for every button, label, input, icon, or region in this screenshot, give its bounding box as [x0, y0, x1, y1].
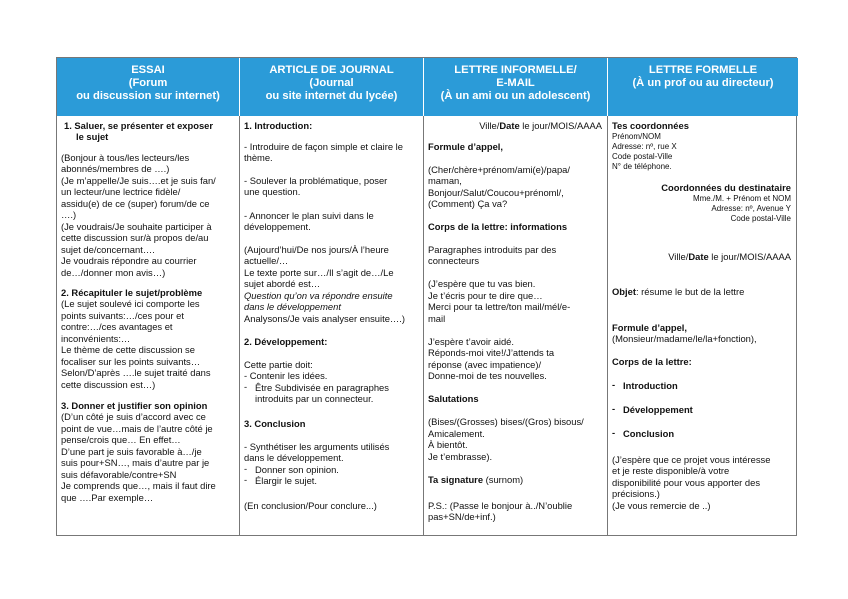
text-line: Code postal-Ville [730, 214, 791, 223]
header-line: (À un prof ou au directeur) [632, 77, 774, 90]
section-title: Corps de la lettre: informations [428, 221, 568, 232]
text-line: points suivants:…/ces pour et [61, 310, 184, 321]
text-line: Analysons/Je vais analyser ensuite….) [244, 313, 406, 324]
text-line: Je comprends que…, mais il faut dire [61, 480, 216, 491]
text-line: une question. [244, 186, 301, 197]
text-line: (Comment) Ça va? [428, 198, 508, 209]
text-line: Selon/D’après ….le sujet traité dans [61, 367, 211, 378]
header-line: E-MAIL [496, 77, 535, 90]
text-line: Adresse: nº, Avenue Y [711, 204, 791, 213]
text-line: Donne-moi de tes nouvelles. [428, 370, 547, 381]
text-line: (Le sujet soulevé ici comporte les [61, 298, 200, 309]
text-line: J’espère t’avoir aidé. [428, 336, 514, 347]
text-line: inconvénients:… [61, 333, 131, 344]
text-line: - Soulever la problématique, poser [244, 175, 388, 186]
text-line: À bientôt. [428, 439, 468, 450]
list-item: Conclusion [623, 428, 675, 439]
list-item: Introduction [623, 380, 678, 391]
text-line: assidu(e) de ce (super) forum/de ce [61, 198, 210, 209]
bullet-dash: - [244, 381, 248, 392]
comparison-table [56, 57, 797, 536]
section-title: 2. Développement: [244, 336, 328, 347]
text-line: Je t’écris pour te dire que… [428, 290, 543, 301]
text-line: Code postal-Ville [612, 152, 673, 161]
bullet-dash: - [244, 474, 248, 485]
text-line: - Annoncer le plan suivi dans le [244, 210, 374, 221]
text-line-italic: dans le développement [244, 301, 341, 312]
section-title: Coordonnées du destinataire [661, 182, 791, 193]
text-line: Réponds-moi vite!/J’attends ta [428, 347, 555, 358]
text-line: point de vue…mais de l’autre côté je [61, 423, 213, 434]
text-line-italic: Question qu’on va répondre ensuite [244, 290, 393, 301]
text-line: actuelle/… [244, 255, 289, 266]
text-line: suis défavorable/contre+SN [61, 469, 177, 480]
section-title: 1. Saluer, se présenter et exposer [64, 120, 214, 131]
text-line: un lecteur/une lectrice fidèle/ [61, 186, 181, 197]
text-line: (D’un côté je suis d’accord avec ce [61, 411, 206, 422]
section-title: 2. Récapituler le sujet/problème [61, 287, 203, 298]
text-line: Le thème de cette discussion se [61, 344, 195, 355]
header-formelle [608, 58, 798, 116]
text-line: (Bises/(Grosses) bises/(Gros) bisous/ [428, 416, 584, 427]
text-line: Amicalement. [428, 428, 485, 439]
header-informelle [424, 58, 608, 116]
text-line: cette discussion est…) [61, 379, 156, 390]
text-line: de…/donner mon avis…) [61, 267, 166, 278]
text-line: développement. [244, 221, 311, 232]
text-line: que ….Par exemple… [61, 492, 154, 503]
section-title: Corps de la lettre: [612, 356, 692, 367]
text-line: introduits par un connecteur. [255, 393, 374, 404]
text-line: Paragraphes introduits par des [428, 244, 557, 255]
text-line: cette discussion sur/à propos de/au [61, 232, 209, 243]
text-line: Je t’embrasse). [428, 451, 493, 462]
text-line: (Bonjour à tous/les lecteurs/les [61, 152, 190, 163]
text-line: maman, [428, 175, 462, 186]
text-line: Je voudrais répondre au courrier [61, 255, 197, 266]
text-line: (En conclusion/Pour conclure...) [244, 500, 377, 511]
column-informelle [424, 116, 608, 535]
section-title: Salutations [428, 393, 479, 404]
text-line: (Je m’appelle/Je suis….et je suis fan/ [61, 175, 216, 186]
text-line: - Introduire de façon simple et claire le [244, 141, 403, 152]
section-title: 1. Introduction: [244, 120, 313, 131]
bullet-dash: - [612, 403, 616, 414]
text-line: ….) [61, 209, 77, 220]
text-line: et je reste disponible/à votre [612, 465, 730, 476]
text-line: (Monsieur/madame/le/la+fonction), [612, 333, 757, 344]
bullet-dash: - [244, 463, 248, 474]
text-line: pas+SN/de+inf.) [428, 511, 496, 522]
text-line: (J’espère que ce projet vous intéresse [612, 454, 771, 465]
text-line: réponse (avec impatience)/ [428, 359, 542, 370]
section-title: le sujet [76, 131, 109, 142]
text-line: dans le développement. [244, 452, 344, 463]
section-title: 3. Donner et justifier son opinion [61, 400, 208, 411]
text-line: (J’espère que tu vas bien. [428, 278, 536, 289]
text-line: D’une part je suis favorable à…/je [61, 446, 202, 457]
signature-line: Ta signature (surnom) [428, 474, 524, 485]
text-line: sujet abordé est… [244, 278, 321, 289]
text-line: précisions.) [612, 488, 660, 499]
text-line: (Cher/chère+prénom/ami(e)/papa/ [428, 164, 570, 175]
text-line: Prénom/NOM [612, 132, 661, 141]
text-line: Bonjour/Salut/Coucou+prénoml/, [428, 187, 564, 198]
column-article [240, 116, 424, 535]
text-line: Merci pour ta lettre/ton mail/mél/e- [428, 301, 571, 312]
header-title: LETTRE INFORMELLE/ [454, 64, 577, 76]
header-essai [57, 58, 240, 116]
text-line: Être Subdivisée en paragraphes [255, 382, 389, 393]
text-line: Adresse: nº, rue X [612, 142, 677, 151]
text-line: - Contenir les idées. [244, 370, 328, 381]
text-line: Mme./M. + Prénom et NOM [692, 194, 791, 203]
column-essai [57, 116, 240, 535]
text-line: abonnés/membres de ….) [61, 163, 170, 174]
date-line: Ville/Date le jour/MOIS/AAAA [479, 120, 602, 131]
header-article [240, 58, 424, 116]
header-title: LETTRE FORMELLE [648, 64, 758, 76]
text-line: mail [428, 313, 446, 324]
text-line: (Aujourd’hui/De nos jours/À l’heure [244, 244, 389, 255]
bullet-dash: - [612, 427, 616, 438]
header-line: ou site internet du lycée) [265, 90, 398, 103]
text-line: Donner son opinion. [255, 464, 339, 475]
text-line: Élargir le sujet. [255, 475, 318, 486]
text-line: Le texte porte sur…/Il s’agit de…/Le [244, 267, 394, 278]
text-line: connecteurs [428, 255, 480, 266]
header-title: ARTICLE DE JOURNAL [269, 64, 394, 76]
column-formelle [608, 116, 798, 535]
bullet-dash: - [612, 379, 616, 390]
header-line: (Journal [309, 77, 354, 90]
section-title: Tes coordonnées [612, 120, 689, 131]
text-line: thème. [244, 152, 273, 163]
header-line: (À un ami ou un adolescent) [440, 90, 591, 103]
header-line: ou discussion sur internet) [76, 90, 220, 103]
text-line: suis pour+SN…, mais d’autre par je [61, 457, 210, 468]
list-item: Développement [623, 404, 693, 415]
text-line: N° de téléphone. [612, 162, 672, 171]
text-line: contre:…/ces avantages et [61, 321, 173, 332]
section-title: 3. Conclusion [244, 418, 306, 429]
header-line: (Forum [128, 77, 168, 90]
text-line: (Je vous remercie de ..) [612, 500, 711, 511]
objet-line: Objet: résume le but de la lettre [612, 286, 745, 297]
text-line: focaliser sur les points suivants… [61, 356, 201, 367]
text-line: Cette partie doit: [244, 359, 313, 370]
text-line: (Je voudrais/Je souhaite participer à [61, 221, 212, 232]
text-line: P.S.: (Passe le bonjour à../N’oublie [428, 500, 573, 511]
section-title: Formule d’appel, [612, 322, 688, 333]
date-line: Ville/Date le jour/MOIS/AAAA [668, 251, 791, 262]
text-line: sujet de/concernant…. [61, 244, 155, 255]
header-title: ESSAI [131, 64, 165, 76]
text-line: - Synthétiser les arguments utilisés [244, 441, 390, 452]
text-line: disponibilité pour vous apporter des [612, 477, 761, 488]
section-title: Formule d’appel, [428, 141, 504, 152]
text-line: pense/crois que… En effet… [61, 434, 181, 445]
